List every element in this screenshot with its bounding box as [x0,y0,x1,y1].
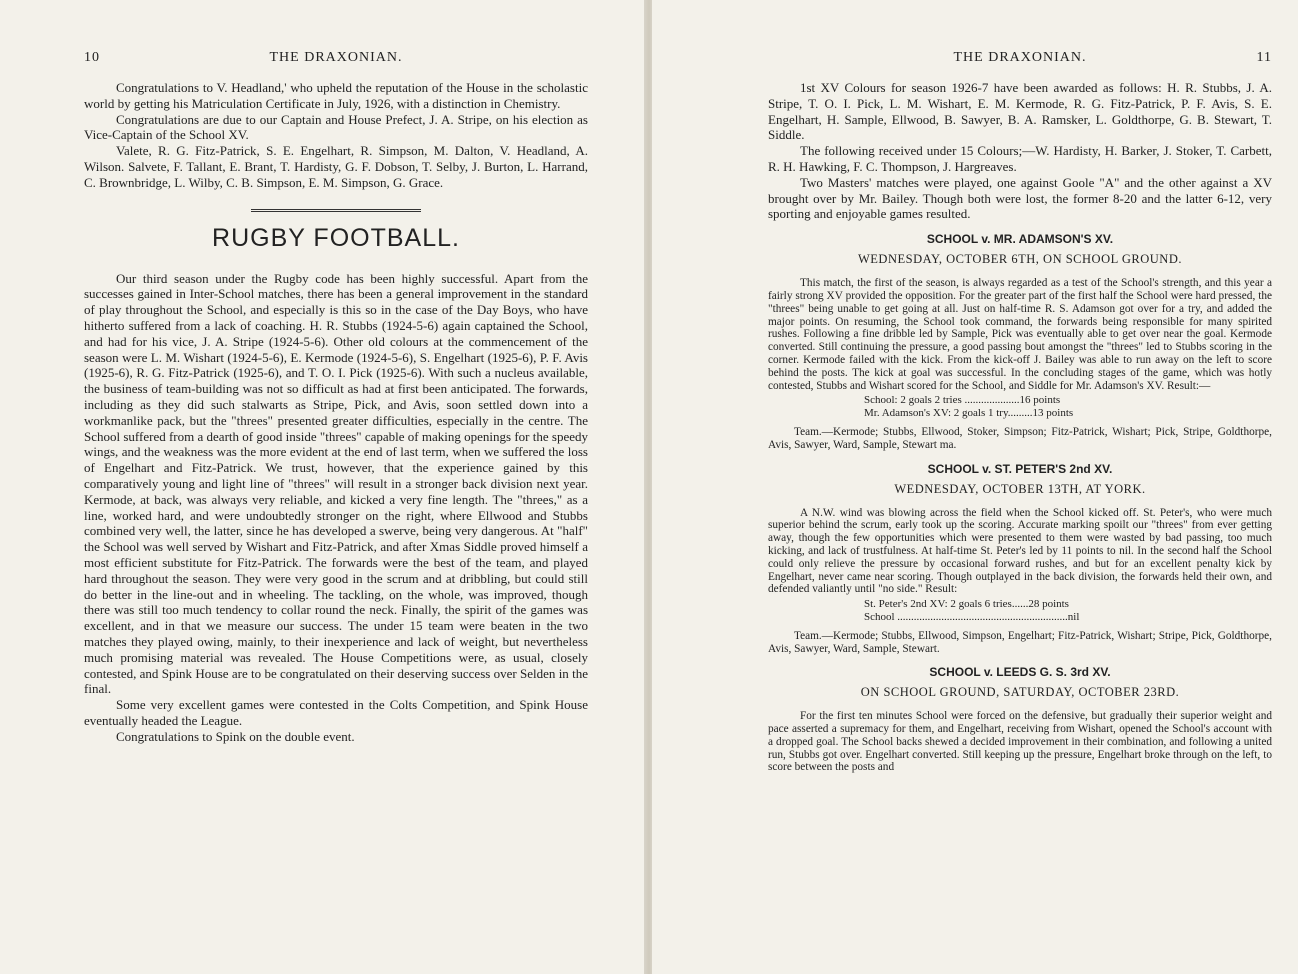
left-running-head [84,44,588,68]
result-line: School ..............................................................nil [864,610,1080,623]
left-page-number: 10 [84,50,100,65]
match-report: For the first ten minutes School were forced on the defensive, but gradually their superior weight and pace asserted a supremacy for them, and Engelhart, receiving from Wishart, opened the School's account with a dropped goal. The School backs shewed a decided improvement in their combination, and following a united run, Stubbs got over. Engelhart converted. Still keeping up the pressure, Engelhart broke through on the left, to score between the posts and [768,710,1272,774]
match-report: This match, the first of the season, is always regarded as a test of the School's strength, and this year a fairly strong XV provided the opposition. For the greater part of the first half the School were hard pressed, the "threes" being unable to get going at all. Just on half-time R. S. Adamson got over for a try, and added the major points. On resuming, the School took command, the forwards being responsible for many spirited rushes. Following a fine dribble led by Sample, Pick was eventually able to get over near the goal. Kermode converted. Still continuing the pressure, a good passing bout amongst the "threes" led to Stubbs scoring in the corner. Kermode failed with the kick. From the kick-off J. Bailey was able to run away on the left to score behind the posts. The kick at goal was successful. In the concluding stages of the game, which was hotly contested, Stubbs and Wishart scored for the School, and Siddle for Mr. Adamson's XV. Result:— [768,277,1272,392]
match-subheading: ON SCHOOL GROUND, SATURDAY, OCTOBER 23RD. [860,685,1180,700]
match-subheading: WEDNESDAY, OCTOBER 6TH, ON SCHOOL GROUND. [858,252,1182,267]
match-heading: SCHOOL v. LEEDS G. S. 3rd XV. [929,665,1111,680]
left-intro-paragraph: Congratulations to V. Headland,' who upheld the reputation of the House in the scholastic world by getting his Matriculation Certificate in July, 1926, with a distinction in Chemistry. [84,80,588,111]
left-running-title: THE DRAXONIAN. [269,50,403,65]
result-line: St. Peter's 2nd XV: 2 goals 6 tries......28 points [864,598,1069,611]
right-page-number: 11 [1256,50,1272,65]
right-running-head [768,44,1272,68]
result-line: School: 2 goals 2 tries ....................16 points [864,394,1061,407]
left-intro-paragraph: Valete, R. G. Fitz-Patrick, S. E. Engelhart, R. Simpson, M. Dalton, V. Headland, A. Wilson. Salvete, F. Tallant, E. Brant, T. Hardisty, G. F. Dobson, T. Selby, J. Burton, L. Harrand, C. Brownbridge, L. Wilby, C. B. Simpson, E. M. Simpson, G. Grace. [84,143,588,190]
right-intro-paragraph: 1st XV Colours for season 1926-7 have been awarded as follows: H. R. Stubbs, J. A. Stripe, T. O. I. Pick, L. M. Wishart, E. M. Kermode, R. G. Fitz-Patrick, P. F. Avis, S. E. Engelhart, H. Sample, Ellwood, B. Sawyer, B. A. Ramsker, L. Goldthorpe, G. B. Stewart, T. Siddle. [768,80,1272,143]
rugby-paragraph: Congratulations to Spink on the double event. [116,728,355,744]
match-subheading: WEDNESDAY, OCTOBER 13TH, AT YORK. [894,481,1146,496]
result-line: Mr. Adamson's XV: 2 goals 1 try.........13 points [864,407,1074,420]
match-heading: SCHOOL v. ST. PETER'S 2nd XV. [927,461,1113,476]
right-intro-paragraph: Two Masters' matches were played, one against Goole "A" and the other against a XV brought over by Mr. Bailey. Though both were lost, the former 8-20 and the latter 6-12, very sporting and enjoyable games resulted. [768,174,1272,222]
match-result [864,598,1272,624]
section-divider [251,209,421,212]
section-title: RUGBY FOOTBALL. [212,223,460,252]
left-page [0,0,646,974]
right-page [652,0,1298,974]
right-intro-paragraph: The following received under 15 Colours;—W. Hardisty, H. Barker, J. Stoker, T. Carbett, R. H. Hawking, F. C. Thompson, J. Hargreaves. [768,143,1272,174]
left-intro-paragraph: Congratulations are due to our Captain and House Prefect, J. A. Stripe, on his election as Vice-Captain of the School XV. [84,111,588,143]
team-list: Team.—Kermode; Stubbs, Ellwood, Stoker, Simpson; Fitz-Patrick, Wishart; Pick, Stripe, Goldthorpe, Avis, Sawyer, Ward, Sample, Stewart ma. [768,425,1272,451]
rugby-paragraph: Our third season under the Rugby code has been highly successful. Apart from the successes gained in Inter-School matches, there has been a general improvement in the standard of play throughout the School, and especially is this so in the case of the Day Boys, who have hitherto suffered from a lack of coaching. H. R. Stubbs (1924-5-6) again captained the School, and had for his vice, J. A. Stripe (1924-5-6). Other old colours at the commencement of the season were L. M. Wishart (1924-5-6), E. Kermode (1924-5-6), S. Engelhart (1925-6), P. F. Avis (1925-6), R. G. Fitz-Patrick (1925-6), and T. O. I. Pick (1925-6). With such a nucleus available, the business of team-building was not so difficult as had at first been anticipated. The forwards, including as they did such stalwarts as Stripe, Pick, and Avis, soon settled down into a workmanlike pack, but the "threes" presented greater difficulties, especially in the centre. The School suffered from a dearth of good inside "threes" capable of making openings for the speedy wings, and the weakness was the more evident at the end of last term, when we suffered the loss of Engelhart and Fitz-Patrick. We trust, however, that the experience gained by this comparatively young and light line of "threes" will result in a stronger back division next year. Kermode, at back, was always very reliable, and kicked a very fine length. The "threes," as a line, worked hard, and were undoubtedly stronger on the right, where Ellwood and Stubbs combined very well, the latter, since he has developed a swerve, being very dangerous. At "half" the School was well served by Wishart and Fitz-Patrick, and after Xmas Siddle proved himself a most efficient substitute for Fitz-Patrick. The forwards were the best of the team, and played hard throughout the season. They were very good in the scrum and at dribbling, but could still do better in the line-out and in wheeling. The tackling, on the whole, was improved, though there was still too much tendency to collar round the neck. Finally, the spirit of the games was excellent, and in that we measure our success. The under 15 team were beaten in the two matches they played owing, mainly, to their inexperience and lack of weight, but nevertheless much promising material was revealed. The House Competitions were, as usual, closely contested, and Spink House are to be congratulated on their deserving success over Selden in the final. [84,270,588,697]
rugby-paragraph: Some very excellent games were contested in the Colts Competition, and Spink House eventually headed the League. [84,697,588,728]
match-heading: SCHOOL v. MR. ADAMSON'S XV. [926,232,1114,247]
right-running-title: THE DRAXONIAN. [953,50,1087,65]
match-report: A N.W. wind was blowing across the field when the School kicked off. St. Peter's, who were much superior behind the scrum, early took up the scoring. Accurate marking spoilt our "threes" from ever getting away, though the few opportunities which were presented to them were wasted by bad passing, too much kicking, and lack of trustfulness. At half-time St. Peter's led by 11 points to nil. In the second half the School could only relieve the pressure by occasional forward rushes, and but for an excellent penalty kick by Engelhart, never came near scoring. Though outplayed in the back division, the forwards held their own, and defended valiantly until "no side." Result: [768,506,1272,596]
match-result [864,394,1272,420]
team-list: Team.—Kermode; Stubbs, Ellwood, Simpson, Engelhart; Fitz-Patrick, Wishart; Stripe, Pick, Goldthorpe, Avis, Sawyer, Ward, Sample, Stewart. [768,629,1272,655]
